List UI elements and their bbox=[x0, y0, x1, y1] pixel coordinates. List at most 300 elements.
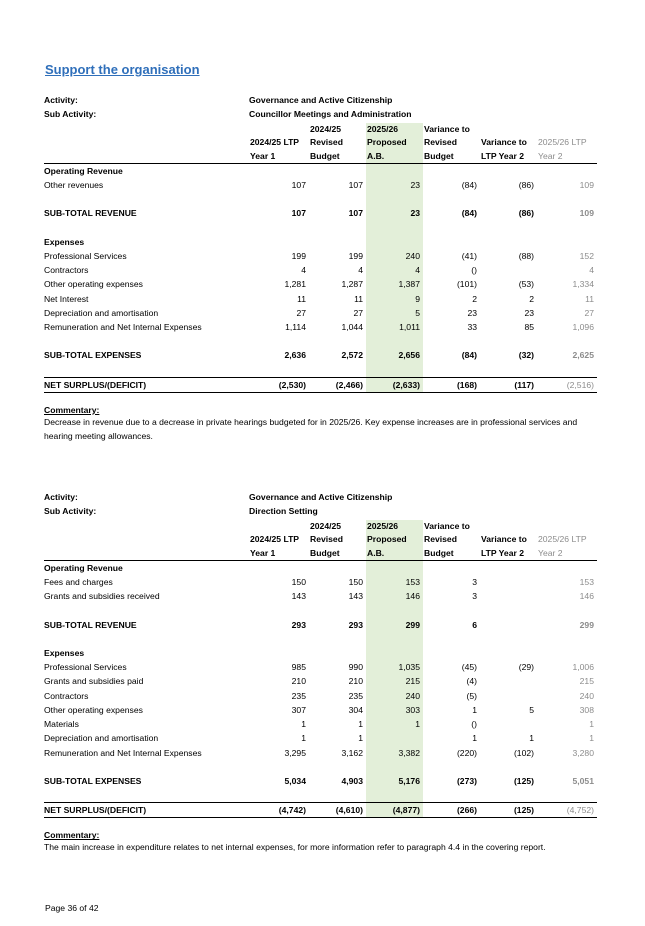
value-cell: (45) bbox=[461, 662, 477, 673]
row-label bbox=[44, 192, 249, 206]
row-label bbox=[44, 760, 249, 774]
value-cell bbox=[249, 604, 309, 618]
commentary-text: The main increase in expenditure relates to net internal expenses, for more information refer to paragraph 4.4 in the covering report. bbox=[44, 842, 546, 853]
row-label bbox=[44, 788, 249, 803]
row-label: NET SURPLUS/(DEFICIT) bbox=[44, 803, 249, 818]
header-blank bbox=[44, 547, 249, 561]
value-cell: 3 bbox=[472, 591, 477, 602]
value-cell: 293 bbox=[291, 619, 306, 630]
budget-table bbox=[44, 520, 597, 818]
table-row bbox=[44, 646, 597, 660]
value-cell: (125) bbox=[513, 775, 534, 786]
value-cell bbox=[309, 221, 366, 235]
value-cell: 299 bbox=[579, 619, 594, 630]
table-row bbox=[44, 703, 597, 717]
value-cell: 5 bbox=[366, 306, 423, 320]
row-label: Expenses bbox=[44, 648, 85, 659]
value-cell bbox=[537, 163, 597, 178]
value-cell: 1,387 bbox=[366, 277, 423, 291]
value-cell: 1,114 bbox=[285, 322, 306, 333]
value-cell: 3,280 bbox=[572, 747, 594, 758]
table-row bbox=[44, 589, 597, 603]
value-cell: 9 bbox=[366, 292, 423, 306]
table-row bbox=[44, 746, 597, 760]
value-cell: 27 bbox=[296, 307, 306, 318]
table-row bbox=[44, 674, 597, 688]
column-header-c2: Revised bbox=[310, 137, 343, 148]
value-cell bbox=[366, 646, 423, 660]
value-cell bbox=[249, 632, 309, 646]
table-row bbox=[44, 263, 597, 277]
value-cell: 1,035 bbox=[366, 660, 423, 674]
value-cell bbox=[423, 646, 480, 660]
value-cell: (86) bbox=[518, 180, 534, 191]
value-cell: 985 bbox=[291, 662, 306, 673]
value-cell: (2,633) bbox=[366, 377, 423, 392]
value-cell bbox=[309, 235, 366, 249]
value-cell bbox=[480, 192, 537, 206]
value-cell bbox=[423, 363, 480, 378]
value-cell: (266) bbox=[423, 803, 480, 818]
value-cell bbox=[537, 221, 597, 235]
value-cell: 1,006 bbox=[572, 662, 594, 673]
value-cell bbox=[366, 560, 423, 575]
value-cell: (84) bbox=[461, 350, 477, 361]
spacer-row bbox=[44, 363, 597, 378]
value-cell bbox=[249, 646, 309, 660]
row-label: Professional Services bbox=[44, 251, 127, 262]
value-cell: 3,382 bbox=[366, 746, 423, 760]
column-header-c3: 2025/26 bbox=[366, 520, 423, 533]
table-row bbox=[44, 560, 597, 575]
value-cell bbox=[480, 717, 537, 731]
value-cell: 152 bbox=[579, 251, 594, 262]
value-cell: 199 bbox=[348, 251, 363, 262]
value-cell bbox=[366, 604, 423, 618]
column-header-c4: Revised bbox=[424, 534, 457, 545]
value-cell bbox=[537, 560, 597, 575]
value-cell: 2,656 bbox=[366, 348, 423, 362]
column-header-c5: LTP Year 2 bbox=[480, 547, 537, 561]
row-label bbox=[44, 363, 249, 378]
page-number: Page 36 of 42 bbox=[45, 903, 99, 913]
value-cell: (32) bbox=[518, 350, 534, 361]
table-row bbox=[44, 717, 597, 731]
value-cell bbox=[366, 788, 423, 803]
value-cell: (4,610) bbox=[309, 803, 366, 818]
column-header-c6: 2025/26 LTP bbox=[538, 137, 587, 148]
value-cell bbox=[309, 560, 366, 575]
value-cell bbox=[537, 604, 597, 618]
value-cell bbox=[309, 760, 366, 774]
value-cell bbox=[366, 192, 423, 206]
value-cell: 5 bbox=[529, 704, 534, 715]
value-cell: 1 bbox=[589, 733, 594, 744]
value-cell bbox=[480, 334, 537, 348]
value-cell: 210 bbox=[291, 676, 306, 687]
value-cell: 1,287 bbox=[341, 279, 363, 290]
value-cell: (117) bbox=[480, 377, 537, 392]
value-cell: 199 bbox=[291, 251, 306, 262]
value-cell: 5,034 bbox=[284, 775, 306, 786]
value-cell bbox=[366, 334, 423, 348]
spacer-row bbox=[44, 334, 597, 348]
table-row bbox=[44, 320, 597, 334]
header-row bbox=[44, 520, 597, 533]
value-cell bbox=[366, 760, 423, 774]
value-cell bbox=[423, 560, 480, 575]
value-cell: 11 bbox=[585, 293, 594, 304]
value-cell: 308 bbox=[579, 704, 594, 715]
value-cell: 2,636 bbox=[284, 350, 306, 361]
value-cell: 143 bbox=[348, 591, 363, 602]
column-header-c6: Year 2 bbox=[537, 547, 597, 561]
commentary-text: Decrease in revenue due to a decrease in private hearings budgeted for in 2025/26. Key expense increases are in professional services and hearing meeting allowances. bbox=[44, 417, 578, 441]
value-cell: (220) bbox=[456, 747, 477, 758]
value-cell: (125) bbox=[480, 803, 537, 818]
value-cell bbox=[366, 632, 423, 646]
value-cell bbox=[249, 192, 309, 206]
value-cell bbox=[480, 589, 537, 603]
sub-activity-value: Direction Setting bbox=[249, 506, 318, 516]
column-header-c1: 2024/25 LTP bbox=[250, 534, 300, 545]
value-cell bbox=[480, 235, 537, 249]
value-cell: 3 bbox=[472, 577, 477, 588]
table-row bbox=[44, 575, 597, 589]
spacer-row bbox=[44, 604, 597, 618]
table-row bbox=[44, 774, 597, 788]
row-label: Fees and charges bbox=[44, 577, 113, 588]
column-header-c1 bbox=[249, 123, 309, 136]
column-header-c2: 2024/25 bbox=[310, 124, 342, 134]
column-header-c2: Revised bbox=[310, 534, 343, 545]
value-cell: 1,334 bbox=[572, 279, 594, 290]
value-cell bbox=[249, 221, 309, 235]
value-cell bbox=[309, 363, 366, 378]
value-cell: 303 bbox=[366, 703, 423, 717]
value-cell bbox=[423, 788, 480, 803]
value-cell: 4 bbox=[358, 265, 363, 276]
row-label: Expenses bbox=[44, 236, 85, 247]
value-cell: 1,096 bbox=[572, 322, 594, 333]
column-header-c6: Year 2 bbox=[537, 150, 597, 164]
value-cell: (4) bbox=[466, 676, 477, 687]
column-header-c2: Budget bbox=[309, 547, 366, 561]
value-cell: (84) bbox=[461, 208, 477, 219]
header-blank bbox=[44, 123, 249, 136]
row-label: Operating Revenue bbox=[44, 165, 123, 176]
value-cell: 240 bbox=[366, 689, 423, 703]
row-label: Contractors bbox=[44, 690, 89, 701]
value-cell bbox=[480, 788, 537, 803]
row-label bbox=[44, 221, 249, 235]
value-cell: 5,051 bbox=[572, 775, 594, 786]
value-cell: 27 bbox=[584, 307, 594, 318]
value-cell bbox=[249, 560, 309, 575]
table-row bbox=[44, 277, 597, 291]
value-cell: 23 bbox=[366, 178, 423, 192]
column-header-c4: Variance to bbox=[424, 521, 470, 531]
value-cell: 150 bbox=[291, 577, 306, 588]
value-cell bbox=[537, 646, 597, 660]
column-header-c6: 2025/26 LTP bbox=[538, 534, 587, 545]
value-cell: (2,516) bbox=[537, 377, 597, 392]
sub-activity-value: Councillor Meetings and Administration bbox=[249, 109, 412, 119]
table-row bbox=[44, 235, 597, 249]
row-label: Depreciation and amortisation bbox=[44, 307, 159, 318]
column-header-c5 bbox=[480, 123, 537, 136]
value-cell: 107 bbox=[348, 180, 363, 191]
row-label: SUB-TOTAL REVENUE bbox=[44, 619, 137, 630]
activity-value: Governance and Active Citizenship bbox=[249, 95, 393, 105]
spacer-row bbox=[44, 788, 597, 803]
value-cell: 85 bbox=[524, 322, 534, 333]
value-cell: 1 bbox=[358, 733, 363, 744]
value-cell bbox=[366, 221, 423, 235]
value-cell: (86) bbox=[518, 208, 534, 219]
header-blank bbox=[44, 136, 249, 149]
row-label: Remuneration and Net Internal Expenses bbox=[44, 322, 202, 333]
value-cell: (84) bbox=[461, 180, 477, 191]
value-cell bbox=[480, 604, 537, 618]
value-cell: 146 bbox=[579, 591, 594, 602]
activity-meta bbox=[44, 492, 597, 520]
table-row bbox=[44, 803, 597, 818]
value-cell bbox=[423, 192, 480, 206]
value-cell: 240 bbox=[579, 690, 594, 701]
value-cell: 990 bbox=[348, 662, 363, 673]
value-cell: 307 bbox=[291, 704, 306, 715]
page-heading[interactable]: Support the organisation bbox=[45, 62, 200, 77]
header-blank bbox=[44, 150, 249, 164]
value-cell: (4,752) bbox=[537, 803, 597, 818]
value-cell bbox=[366, 163, 423, 178]
value-cell bbox=[249, 363, 309, 378]
header-blank bbox=[44, 533, 249, 546]
column-header-c4: Variance to bbox=[424, 124, 470, 134]
value-cell: 11 bbox=[354, 293, 363, 304]
value-cell bbox=[480, 363, 537, 378]
value-cell bbox=[480, 674, 537, 688]
value-cell bbox=[309, 334, 366, 348]
value-cell: 1 bbox=[472, 733, 477, 744]
column-header-c1: 2024/25 LTP bbox=[250, 137, 300, 148]
value-cell: 293 bbox=[348, 619, 363, 630]
table-row bbox=[44, 163, 597, 178]
value-cell bbox=[366, 363, 423, 378]
value-cell bbox=[480, 618, 537, 632]
value-cell: (102) bbox=[513, 747, 534, 758]
value-cell bbox=[480, 560, 537, 575]
spacer-row bbox=[44, 760, 597, 774]
value-cell: (5) bbox=[466, 690, 477, 701]
value-cell: (29) bbox=[518, 662, 534, 673]
value-cell: 1 bbox=[366, 717, 423, 731]
row-label: Depreciation and amortisation bbox=[44, 733, 159, 744]
header-row bbox=[44, 533, 597, 546]
value-cell bbox=[249, 760, 309, 774]
value-cell bbox=[537, 192, 597, 206]
value-cell: (53) bbox=[518, 279, 534, 290]
value-cell: () bbox=[471, 719, 477, 730]
value-cell: 210 bbox=[348, 676, 363, 687]
value-cell bbox=[423, 604, 480, 618]
value-cell: 304 bbox=[348, 704, 363, 715]
column-header-c2: Budget bbox=[309, 150, 366, 164]
value-cell: 33 bbox=[467, 322, 477, 333]
value-cell bbox=[249, 334, 309, 348]
value-cell: 4 bbox=[589, 265, 594, 276]
value-cell bbox=[249, 788, 309, 803]
column-header-c3: 2025/26 bbox=[366, 123, 423, 136]
value-cell bbox=[480, 646, 537, 660]
value-cell bbox=[309, 632, 366, 646]
value-cell bbox=[423, 235, 480, 249]
value-cell bbox=[249, 235, 309, 249]
value-cell: 150 bbox=[348, 577, 363, 588]
value-cell: 109 bbox=[579, 208, 594, 219]
value-cell bbox=[537, 632, 597, 646]
value-cell bbox=[423, 632, 480, 646]
value-cell: 23 bbox=[366, 206, 423, 220]
row-label bbox=[44, 604, 249, 618]
value-cell: 4 bbox=[366, 263, 423, 277]
table-row bbox=[44, 292, 597, 306]
row-label: Other operating expenses bbox=[44, 279, 143, 290]
value-cell: 2,572 bbox=[341, 350, 363, 361]
value-cell: 107 bbox=[291, 180, 306, 191]
value-cell: 109 bbox=[579, 180, 594, 191]
value-cell: 107 bbox=[291, 208, 306, 219]
value-cell: 3,295 bbox=[284, 747, 306, 758]
value-cell bbox=[309, 192, 366, 206]
row-label: Net Interest bbox=[44, 293, 89, 304]
spacer-row bbox=[44, 221, 597, 235]
value-cell: 1 bbox=[529, 733, 534, 744]
value-cell: (41) bbox=[461, 251, 477, 262]
column-header-c1 bbox=[249, 520, 309, 533]
table-row bbox=[44, 178, 597, 192]
value-cell: 153 bbox=[366, 575, 423, 589]
value-cell: 1 bbox=[301, 733, 306, 744]
value-cell bbox=[423, 334, 480, 348]
row-label: SUB-TOTAL EXPENSES bbox=[44, 775, 142, 786]
table-row bbox=[44, 660, 597, 674]
value-cell: 23 bbox=[467, 307, 477, 318]
spacer-row bbox=[44, 192, 597, 206]
value-cell: 11 bbox=[297, 293, 306, 304]
value-cell bbox=[309, 646, 366, 660]
value-cell bbox=[480, 689, 537, 703]
table-row bbox=[44, 618, 597, 632]
value-cell: 4,903 bbox=[341, 775, 363, 786]
table-row bbox=[44, 306, 597, 320]
value-cell bbox=[480, 163, 537, 178]
commentary-title: Commentary: bbox=[44, 830, 100, 841]
budget-table bbox=[44, 123, 597, 393]
activity-value: Governance and Active Citizenship bbox=[249, 492, 393, 502]
budget-section-councillor-meetings bbox=[44, 95, 597, 443]
budget-section-direction-setting bbox=[44, 492, 597, 855]
column-header-c4: Budget bbox=[423, 547, 480, 561]
header-row bbox=[44, 123, 597, 136]
value-cell bbox=[480, 760, 537, 774]
column-header-c6 bbox=[537, 520, 597, 533]
column-header-c4: Revised bbox=[424, 137, 457, 148]
value-cell bbox=[309, 163, 366, 178]
value-cell: (2,530) bbox=[249, 377, 309, 392]
value-cell: (2,466) bbox=[309, 377, 366, 392]
value-cell bbox=[366, 731, 423, 745]
value-cell: 2,625 bbox=[572, 350, 594, 361]
row-label bbox=[44, 334, 249, 348]
column-header-c2: 2024/25 bbox=[310, 521, 342, 531]
value-cell: 235 bbox=[348, 690, 363, 701]
value-cell: 2 bbox=[529, 293, 534, 304]
row-label: Other operating expenses bbox=[44, 704, 143, 715]
value-cell bbox=[537, 760, 597, 774]
value-cell: () bbox=[471, 265, 477, 276]
value-cell: 1 bbox=[472, 704, 477, 715]
row-label: Grants and subsidies received bbox=[44, 591, 160, 602]
column-header-c3: Proposed bbox=[366, 533, 423, 546]
table-row bbox=[44, 377, 597, 392]
value-cell: 107 bbox=[348, 208, 363, 219]
value-cell: 143 bbox=[291, 591, 306, 602]
row-label: Grants and subsidies paid bbox=[44, 676, 144, 687]
activity-meta bbox=[44, 95, 597, 123]
header-blank bbox=[44, 520, 249, 533]
sub-activity-label: Sub Activity: bbox=[44, 506, 97, 516]
row-label: Other revenues bbox=[44, 180, 104, 191]
value-cell: 1 bbox=[589, 719, 594, 730]
row-label: NET SURPLUS/(DEFICIT) bbox=[44, 377, 249, 392]
column-header-c5: LTP Year 2 bbox=[480, 150, 537, 164]
column-header-c5 bbox=[480, 520, 537, 533]
value-cell bbox=[480, 221, 537, 235]
value-cell: 2 bbox=[472, 293, 477, 304]
value-cell bbox=[309, 788, 366, 803]
table-row bbox=[44, 731, 597, 745]
spacer-row bbox=[44, 632, 597, 646]
table-row bbox=[44, 206, 597, 220]
column-header-c5: Variance to bbox=[481, 534, 527, 545]
value-cell: 240 bbox=[366, 249, 423, 263]
value-cell: 27 bbox=[353, 307, 363, 318]
value-cell: 1 bbox=[358, 719, 363, 730]
value-cell bbox=[423, 163, 480, 178]
value-cell: 153 bbox=[579, 577, 594, 588]
value-cell: (88) bbox=[518, 251, 534, 262]
column-header-c1: Year 1 bbox=[249, 150, 309, 164]
row-label: SUB-TOTAL EXPENSES bbox=[44, 350, 142, 361]
header-row bbox=[44, 547, 597, 561]
activity-label: Activity: bbox=[44, 492, 78, 502]
value-cell: 235 bbox=[291, 690, 306, 701]
table-row bbox=[44, 689, 597, 703]
value-cell bbox=[537, 334, 597, 348]
value-cell: 4 bbox=[301, 265, 306, 276]
value-cell bbox=[423, 221, 480, 235]
value-cell bbox=[480, 263, 537, 277]
value-cell: 1,011 bbox=[366, 320, 423, 334]
value-cell: 1 bbox=[301, 719, 306, 730]
value-cell bbox=[480, 575, 537, 589]
value-cell bbox=[537, 235, 597, 249]
value-cell: 3,162 bbox=[341, 747, 363, 758]
value-cell: 5,176 bbox=[366, 774, 423, 788]
column-header-c6 bbox=[537, 123, 597, 136]
